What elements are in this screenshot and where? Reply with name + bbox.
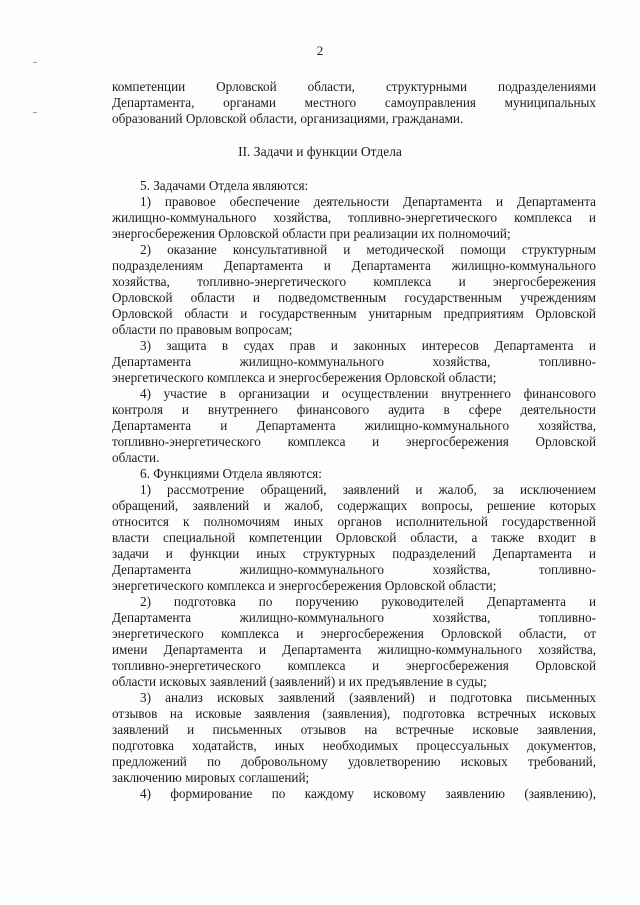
text-line: задачи и функции иных структурных подразделений Департамента и [112, 546, 596, 561]
text-line: области. [112, 450, 160, 465]
text-line: заключению мировых соглашений; [112, 770, 310, 785]
section-heading: II. Задачи и функции Отдела [238, 144, 402, 159]
text-line: 4) формирование по каждому исковому заявлению (заявлению), [140, 786, 596, 801]
text-line: 1) правовое обеспечение деятельности Департамента и Департамента [140, 194, 596, 209]
text-line: жилищно-коммунального хозяйства, топливно-энергетического комплекса и [112, 210, 596, 225]
text-line: обращений, заявлений и жалоб, содержащих вопросы, решение которых [112, 498, 596, 513]
text-line: Департамента, органами местного самоуправления муниципальных [112, 95, 596, 110]
text-line: 6. Функциями Отдела являются: [140, 466, 322, 481]
text-line: относится к полномочиям иных органов исполнительной государственной [112, 514, 596, 529]
text-line: области по правовым вопросам; [112, 322, 293, 337]
text-line: Орловской области и государственным унитарным предприятиям Орловской [112, 306, 596, 321]
text-line: 1) рассмотрение обращений, заявлений и жалоб, за исключением [140, 482, 596, 497]
text-line: 2) оказание консультативной и методической помощи структурным [140, 242, 596, 257]
text-line: 5. Задачами Отдела являются: [140, 178, 309, 193]
text-line: энергетического комплекса и энергосбережения Орловской области; [112, 578, 497, 593]
text-line: 4) участие в организации и осуществлении внутреннего финансового [140, 386, 596, 401]
text-line: подготовка ходатайств, иных необходимых процессуальных документов, [112, 738, 596, 753]
text-line: топливно-энергетического комплекса и энергосбережения Орловской [112, 434, 596, 449]
scan-mark [33, 62, 37, 63]
text-line: отзывов на исковые заявления (заявления), подготовка встречных исковых [112, 706, 596, 721]
scan-mark [33, 112, 37, 113]
text-line: 2) подготовка по поручению руководителей Департамента и [140, 594, 596, 609]
text-line: предложений по добровольному удовлетворению исковых требований, [112, 754, 596, 769]
text-line: топливно-энергетического комплекса и энергосбережения Орловской [112, 658, 596, 673]
text-line: 3) анализ исковых заявлений (заявлений) и подготовка письменных [140, 690, 596, 705]
text-line: хозяйства, топливно-энергетического комплекса и энергосбережения [112, 274, 596, 289]
text-line: подразделениям Департамента и Департамента жилищно-коммунального [112, 258, 596, 273]
text-line: Департамента жилищно-коммунального хозяйства, топливно- [112, 354, 596, 369]
page-number: 2 [316, 43, 324, 58]
text-line: имени Департамента и Департамента жилищно-коммунального хозяйства, [112, 642, 596, 657]
text-line: образований Орловской области, организациями, гражданами. [112, 111, 464, 126]
text-line: 3) защита в судах прав и законных интересов Департамента и [140, 338, 596, 353]
text-line: власти специальной компетенции Орловской области, а также входит в [112, 530, 596, 545]
text-line: контроля и внутреннего финансового аудита в сфере деятельности [112, 402, 596, 417]
text-line: энергосбережения Орловской области при реализации их полномочий; [112, 226, 511, 241]
text-line: Департамента и Департамента жилищно-коммунального хозяйства, [112, 418, 596, 433]
text-line: энергетического комплекса и энергосбережения Орловской области; [112, 370, 497, 385]
text-line: компетенции Орловской области, структурными подразделениями [112, 79, 596, 94]
text-line: Департамента жилищно-коммунального хозяйства, топливно- [112, 562, 596, 577]
text-line: области исковых заявлений (заявлений) и их предъявление в суды; [112, 674, 487, 689]
text-line: Департамента жилищно-коммунального хозяйства, топливно- [112, 610, 596, 625]
text-line: Орловской области и подведомственным государственным учреждениям [112, 290, 596, 305]
text-line: заявлений и письменных отзывов на встречные исковые заявления, [112, 722, 596, 737]
text-line: энергетического комплекса и энергосбережения Орловской области, от [112, 626, 596, 641]
